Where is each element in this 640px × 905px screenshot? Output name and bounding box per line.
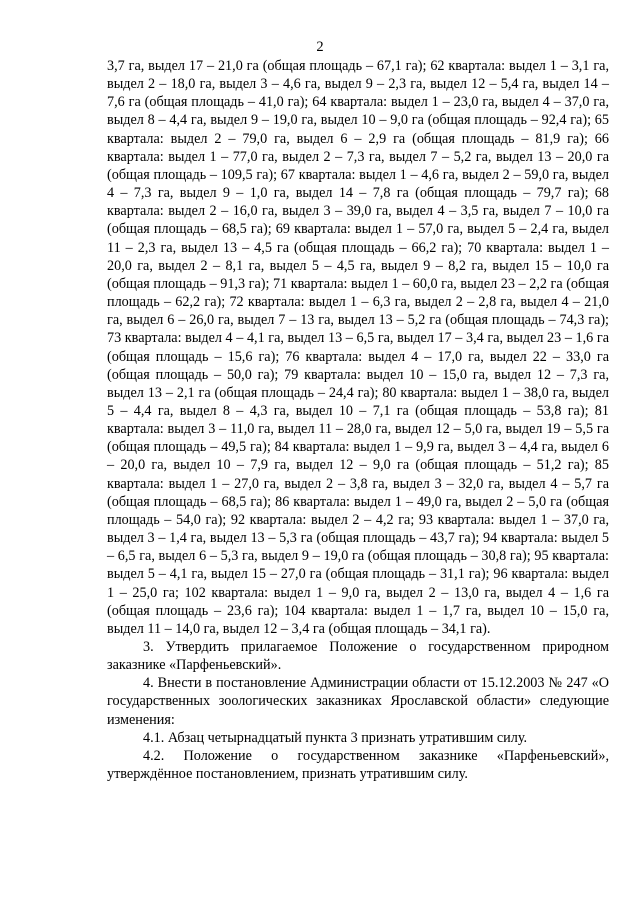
paragraph-item-4: 4. Внести в постановление Администрации области от 15.12.2003 № 247 «О государственных зоологических заказниках Ярославской области» следующие изменения:	[107, 675, 609, 728]
paragraph-forest-plots: 3,7 га, выдел 17 – 21,0 га (общая площадь – 67,1 га); 62 квартала: выдел 1 – 3,1 га, выдел 2 – 18,0 га, выдел 3 – 4,6 га, выдел 9 – 2,3 га, выдел 12 – 5,4 га, выдел 14 – 7,6 га (общая площадь – 41,0 га); 64 квартала: выдел 1 – 23,0 га, выдел 4 – 37,0 га, выдел 8 – 4,4 га, выдел 9 – 19,0 га, выдел 10 – 9,0 га (общая площадь – 92,4 га); 65 квартала: выдел 2 – 79,0 га, выдел 6 – 2,9 га (общая площадь – 81,9 га); 66 квартала: выдел 1 – 77,0 га, выдел 2 – 7,3 га, выдел 7 – 5,2 га, выдел 13 – 20,0 га (общая площадь – 109,5 га); 67 квартала: выдел 1 – 4,6 га, выдел 2 – 59,0 га, выдел 4 – 7,3 га, выдел 9 – 1,0 га, выдел 14 – 7,8 га (общая площадь – 79,7 га); 68 квартала: выдел 2 – 16,0 га, выдел 3 – 39,0 га, выдел 4 – 3,5 га, выдел 7 – 10,0 га (общая площадь – 68,5 га); 69 квартала: выдел 1 – 57,0 га, выдел 5 – 2,4 га, выдел 11 – 2,3 га, выдел 13 – 4,5 га (общая площадь – 66,2 га); 70 квартала: выдел 1 – 20,0 га, выдел 2 – 8,1 га, выдел 5 – 4,5 га, выдел 9 – 8,2 га, выдел 15 – 10,0 га (общая площадь – 91,3 га); 71 квартала: выдел 1 – 60,0 га, выдел 23 – 2,2 га (общая площадь – 62,2 га); 72 квартала: выдел 1 – 6,3 га, выдел 2 – 2,8 га, выдел 4 – 21,0 га, выдел 6 – 26,0 га, выдел 7 – 13 га, выдел 13 – 5,2 га (общая площадь – 74,3 га); 73 квартала: выдел 4 – 4,1 га, выдел 13 – 6,5 га, выдел 17 – 3,4 га, выдел 23 – 1,6 га (общая площадь – 15,6 га); 76 квартала: выдел 4 – 17,0 га, выдел 22 – 33,0 га (общая площадь – 50,0 га); 79 квартала: выдел 10 – 15,0 га, выдел 12 – 7,3 га, выдел 13 – 2,1 га (общая площадь – 24,4 га); 80 квартала: выдел 1 – 38,0 га, выдел 5 – 4,4 га, выдел 8 – 4,3 га, выдел 10 – 7,1 га (общая площадь – 53,8 га); 81 квартала: выдел 3 – 11,0 га, выдел 11 – 28,0 га, выдел 12 – 5,0 га, выдел 19 – 5,5 га (общая площадь – 49,5 га); 84 квартала: выдел 1 – 9,9 га, выдел 3 – 4,4 га, выдел 6 – 20,0 га, выдел 10 – 7,9 га, выдел 12 – 9,0 га (общая площадь – 51,2 га); 85 квартала: выдел 1 – 27,0 га, выдел 2 – 3,8 га, выдел 3 – 32,0 га, выдел 4 – 5,7 га (общая площадь – 68,5 га); 86 квартала: выдел 1 – 49,0 га, выдел 2 – 5,0 га (общая площадь – 54,0 га); 92 квартала: выдел 2 – 4,2 га; 93 квартала: выдел 1 – 37,0 га, выдел 3 – 1,4 га, выдел 13 – 5,3 га (общая площадь – 43,7 га); 94 квартала: выдел 5 – 6,5 га, выдел 6 – 5,3 га, выдел 9 – 19,0 га (общая площадь – 30,8 га); 95 квартала: выдел 5 – 4,1 га, выдел 15 – 27,0 га (общая площадь – 31,1 га); 96 квартала: выдел 1 – 25,0 га; 102 квартала: выдел 1 – 9,0 га, выдел 2 – 13,0 га, выдел 4 – 1,6 га (общая площадь – 23,6 га); 104 квартала: выдел 1 – 1,7 га, выдел 10 – 15,0 га, выдел 11 – 14,0 га, выдел 12 – 3,4 га (общая площадь – 34,1 га).	[107, 58, 609, 637]
page-number: 2	[316, 39, 324, 55]
paragraph-item-4-2: 4.2. Положение о государственном заказнике «Парфеньевский», утверждённое постановлением, признать утратившим силу.	[107, 747, 609, 783]
document-body	[107, 57, 609, 783]
paragraph-item-4-1: 4.1. Абзац четырнадцатый пункта 3 признать утратившим силу.	[143, 729, 528, 746]
paragraph-item-3: 3. Утвердить прилагаемое Положение о государственном природном заказнике «Парфеньевский».	[107, 639, 609, 674]
